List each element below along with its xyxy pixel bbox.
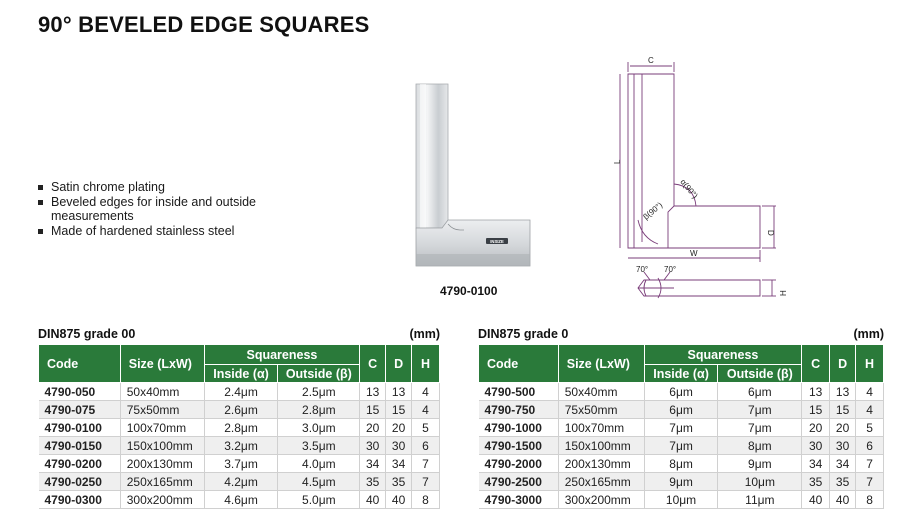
column-header-c: C [802, 345, 830, 383]
cell-h: 4 [412, 383, 440, 401]
cell-c: 30 [802, 437, 830, 455]
column-header-squareness: Squareness [204, 345, 360, 365]
table-row [39, 401, 440, 419]
cell-inside: 4.2μm [204, 473, 278, 491]
table-row [39, 437, 440, 455]
cell-c: 15 [360, 401, 386, 419]
column-header-squareness: Squareness [644, 345, 802, 365]
cell-inside: 4.6μm [204, 491, 278, 509]
cell-outside: 4.5μm [278, 473, 360, 491]
cell-d: 35 [386, 473, 412, 491]
cell-inside: 6μm [644, 401, 718, 419]
cell-inside: 3.2μm [204, 437, 278, 455]
column-header-d: D [386, 345, 412, 383]
cell-inside: 6μm [644, 383, 718, 401]
cell-c: 15 [802, 401, 830, 419]
cell-c: 35 [802, 473, 830, 491]
table-row [39, 491, 440, 509]
cell-h: 7 [856, 473, 884, 491]
angle-alpha-label: α(90°) [678, 177, 700, 201]
cell-size: 75x50mm [558, 401, 644, 419]
cell-d: 30 [830, 437, 856, 455]
cell-size: 300x200mm [120, 491, 204, 509]
cell-c: 35 [360, 473, 386, 491]
cell-d: 15 [830, 401, 856, 419]
cell-c: 20 [802, 419, 830, 437]
cell-h: 4 [856, 383, 884, 401]
cell-outside: 5.0μm [278, 491, 360, 509]
table-row [479, 473, 884, 491]
column-header-h: H [856, 345, 884, 383]
cell-d: 34 [386, 455, 412, 473]
brand-logo: INSIZE [490, 238, 504, 244]
cell-h: 4 [856, 401, 884, 419]
table-row [479, 401, 884, 419]
cell-h: 4 [412, 401, 440, 419]
table-header-grade-00 [38, 327, 440, 341]
product-image [408, 78, 538, 278]
dimension-w-label: W [690, 249, 698, 258]
table-title: DIN875 grade 00 [38, 327, 136, 341]
column-header-d: D [830, 345, 856, 383]
spec-table-grade-0 [478, 344, 884, 509]
cell-code: 4790-750 [479, 401, 559, 419]
table-unit: (mm) [853, 327, 884, 341]
table-row [479, 455, 884, 473]
column-header-size: Size (LxW) [120, 345, 204, 383]
cell-h: 8 [412, 491, 440, 509]
cell-outside: 2.8μm [278, 401, 360, 419]
cell-h: 7 [412, 455, 440, 473]
angle-beta-label: β(90°) [641, 200, 665, 222]
cell-inside: 2.8μm [204, 419, 278, 437]
cell-c: 40 [802, 491, 830, 509]
cell-inside: 9μm [644, 473, 718, 491]
table-row [39, 383, 440, 401]
cell-size: 50x40mm [120, 383, 204, 401]
table-row [479, 419, 884, 437]
cell-inside: 7μm [644, 419, 718, 437]
cell-size: 150x100mm [120, 437, 204, 455]
cell-d: 34 [830, 455, 856, 473]
cell-code: 4790-3000 [479, 491, 559, 509]
cell-code: 4790-0200 [39, 455, 121, 473]
cell-code: 4790-2500 [479, 473, 559, 491]
cell-size: 250x165mm [558, 473, 644, 491]
cell-outside: 9μm [718, 455, 802, 473]
cell-h: 7 [856, 455, 884, 473]
table-row [479, 383, 884, 401]
cell-code: 4790-1500 [479, 437, 559, 455]
table-row [479, 491, 884, 509]
cell-d: 40 [830, 491, 856, 509]
cell-c: 40 [360, 491, 386, 509]
cell-outside: 6μm [718, 383, 802, 401]
cell-d: 30 [386, 437, 412, 455]
table-title: DIN875 grade 0 [478, 327, 569, 341]
table-unit: (mm) [409, 327, 440, 341]
cell-c: 30 [360, 437, 386, 455]
cell-size: 100x70mm [120, 419, 204, 437]
cell-outside: 4.0μm [278, 455, 360, 473]
cell-inside: 2.6μm [204, 401, 278, 419]
cell-size: 100x70mm [558, 419, 644, 437]
column-header-outside: Outside (β) [278, 365, 360, 383]
cell-code: 4790-500 [479, 383, 559, 401]
cell-code: 4790-075 [39, 401, 121, 419]
dimension-h-label: H [779, 290, 788, 296]
cell-d: 20 [830, 419, 856, 437]
cell-code: 4790-0300 [39, 491, 121, 509]
table-row [479, 437, 884, 455]
cell-code: 4790-050 [39, 383, 121, 401]
column-header-inside: Inside (α) [204, 365, 278, 383]
bevel-angle-left-label: 70° [636, 265, 649, 274]
cell-c: 34 [802, 455, 830, 473]
technical-drawing [613, 52, 788, 324]
table-row [39, 419, 440, 437]
feature-item: Made of hardened stainless steel [38, 224, 298, 239]
cell-code: 4790-2000 [479, 455, 559, 473]
cell-inside: 8μm [644, 455, 718, 473]
column-header-size: Size (LxW) [558, 345, 644, 383]
dimension-l-label: L [613, 159, 622, 164]
cell-h: 8 [856, 491, 884, 509]
cell-c: 13 [360, 383, 386, 401]
cell-outside: 2.5μm [278, 383, 360, 401]
column-header-code: Code [39, 345, 121, 383]
cell-code: 4790-0150 [39, 437, 121, 455]
cell-code: 4790-0250 [39, 473, 121, 491]
cell-d: 15 [386, 401, 412, 419]
cell-d: 13 [830, 383, 856, 401]
cell-h: 6 [856, 437, 884, 455]
cell-size: 300x200mm [558, 491, 644, 509]
table-header-grade-0 [478, 327, 884, 341]
cell-outside: 3.0μm [278, 419, 360, 437]
cell-c: 13 [802, 383, 830, 401]
cell-outside: 7μm [718, 419, 802, 437]
cell-size: 50x40mm [558, 383, 644, 401]
cell-size: 150x100mm [558, 437, 644, 455]
column-header-code: Code [479, 345, 559, 383]
cell-outside: 11μm [718, 491, 802, 509]
cell-d: 40 [386, 491, 412, 509]
table-row [39, 473, 440, 491]
cell-outside: 7μm [718, 401, 802, 419]
product-code: 4790-0100 [440, 284, 498, 298]
feature-list [38, 180, 298, 238]
page-title: 90° BEVELED EDGE SQUARES [38, 12, 370, 37]
cell-size: 200x130mm [120, 455, 204, 473]
cell-inside: 2.4μm [204, 383, 278, 401]
cell-size: 200x130mm [558, 455, 644, 473]
cell-c: 34 [360, 455, 386, 473]
cell-h: 6 [412, 437, 440, 455]
column-header-inside: Inside (α) [644, 365, 718, 383]
feature-item: Beveled edges for inside and outside measurements [38, 195, 298, 224]
cell-code: 4790-0100 [39, 419, 121, 437]
cell-size: 250x165mm [120, 473, 204, 491]
cell-outside: 8μm [718, 437, 802, 455]
cell-inside: 3.7μm [204, 455, 278, 473]
dimension-d-label: D [766, 230, 775, 236]
cell-h: 5 [412, 419, 440, 437]
table-row [39, 455, 440, 473]
dimension-c-label: C [648, 56, 654, 65]
cell-h: 7 [412, 473, 440, 491]
column-header-c: C [360, 345, 386, 383]
cell-d: 20 [386, 419, 412, 437]
cell-h: 5 [856, 419, 884, 437]
feature-item: Satin chrome plating [38, 180, 298, 195]
bevel-angle-right-label: 70° [664, 265, 677, 274]
cell-d: 13 [386, 383, 412, 401]
cell-inside: 10μm [644, 491, 718, 509]
cell-c: 20 [360, 419, 386, 437]
column-header-h: H [412, 345, 440, 383]
cell-code: 4790-1000 [479, 419, 559, 437]
cell-outside: 3.5μm [278, 437, 360, 455]
column-header-outside: Outside (β) [718, 365, 802, 383]
spec-table-grade-00 [38, 344, 440, 509]
cell-d: 35 [830, 473, 856, 491]
cell-size: 75x50mm [120, 401, 204, 419]
cell-outside: 10μm [718, 473, 802, 491]
cell-inside: 7μm [644, 437, 718, 455]
